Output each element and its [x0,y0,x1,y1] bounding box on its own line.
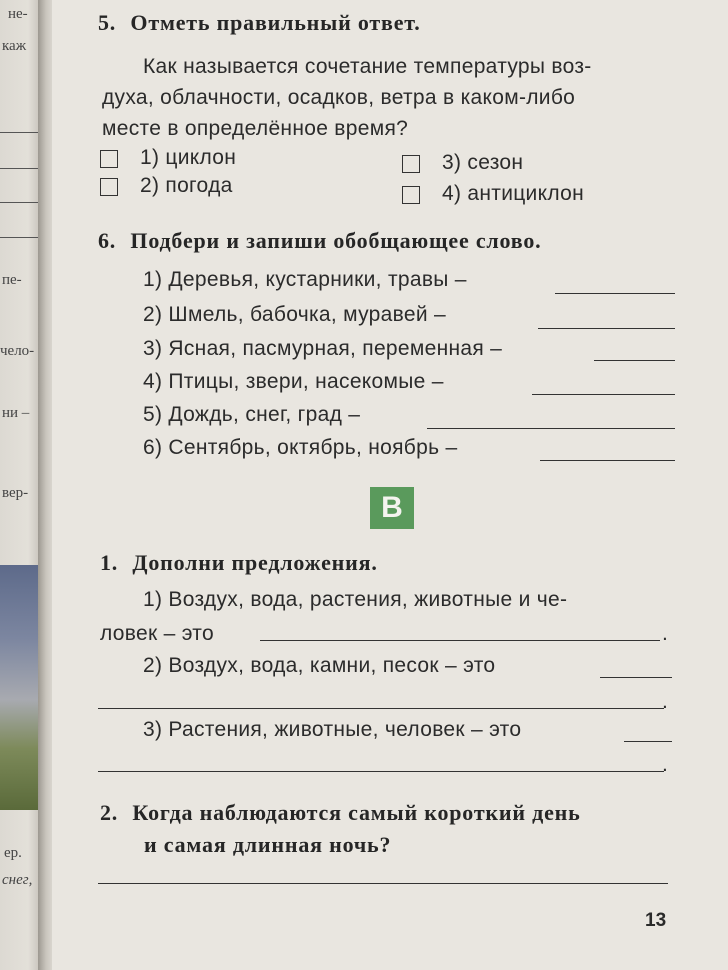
option-checkbox-4[interactable] [402,186,420,204]
task-title: Когда наблюдаются самый короткий день [132,800,581,825]
task-title: Дополни предложения. [132,550,378,575]
left-page-fragment: вер- [2,485,29,501]
period: . [662,690,669,713]
answer-line[interactable] [98,708,664,709]
task-6-heading [98,228,541,254]
left-page-fragment: ер. [4,845,22,861]
page-number: 13 [645,910,667,931]
option-label: 1) циклон [140,146,237,169]
left-page-photo [0,565,38,810]
left-page-fragment: чело- [0,343,35,359]
answer-line[interactable] [98,883,668,884]
option-label: 3) сезон [442,151,524,174]
left-page-fragment: пе- [2,272,22,288]
task-number: 5. [98,10,117,35]
question-line: духа, облачности, осадков, ветра в каком-либо [102,86,576,109]
sentence-line: ловек – это [100,622,214,645]
answer-line[interactable] [594,360,675,361]
answer-line[interactable] [427,428,675,429]
sentence-line: 3) Растения, животные, человек – это [143,718,522,741]
left-page-fragment: ни – [2,405,30,421]
sentence-line: 2) Воздух, вода, камни, песок – это [143,654,496,677]
list-item: 4) Птицы, звери, насекомые – [143,370,444,393]
option-checkbox-3[interactable] [402,155,420,173]
list-item: 6) Сентябрь, октябрь, ноябрь – [143,436,458,459]
task-number: 6. [98,228,117,253]
left-page-line [0,168,38,169]
list-item: 1) Деревья, кустарники, травы – [143,268,467,291]
option-label: 2) погода [140,174,233,197]
option-checkbox-1[interactable] [100,150,118,168]
task-b1-heading [100,550,378,576]
answer-line[interactable] [532,394,675,395]
answer-line[interactable] [600,677,672,678]
answer-line[interactable] [540,460,675,461]
task-b2-heading-cont: и самая длинная ночь? [144,832,392,857]
answer-line[interactable] [624,741,672,742]
answer-line[interactable] [98,771,664,772]
list-item: 5) Дождь, снег, град – [143,403,361,426]
workbook-page [52,0,728,970]
task-number: 2. [100,800,119,825]
list-item: 2) Шмель, бабочка, муравей – [143,303,446,326]
list-item: 3) Ясная, пасмурная, переменная – [143,337,503,360]
period: . [662,753,669,776]
question-line: Как называется сочетание температуры воз- [143,55,592,78]
answer-line[interactable] [260,640,660,641]
left-page-line [0,237,38,238]
task-number: 1. [100,550,119,575]
task-5-heading [98,10,421,36]
left-page [0,0,40,970]
option-label: 4) антициклон [442,182,584,205]
left-page-fragment: не- [8,6,28,22]
answer-line[interactable] [538,328,675,329]
left-page-fragment: каж [2,38,27,54]
period: . [662,622,669,645]
answer-line[interactable] [555,293,675,294]
task-title: Отметь правильный ответ. [130,10,421,35]
left-page-line [0,202,38,203]
left-page-line [0,132,38,133]
question-line: месте в определённое время? [102,117,409,140]
left-page-fragment: снег, [2,872,33,888]
sentence-line: 1) Воздух, вода, растения, животные и че- [143,588,568,611]
task-b2-heading [100,800,581,826]
task-title: Подбери и запиши обобщающее слово. [130,228,542,253]
section-badge: В [370,487,414,529]
option-checkbox-2[interactable] [100,178,118,196]
